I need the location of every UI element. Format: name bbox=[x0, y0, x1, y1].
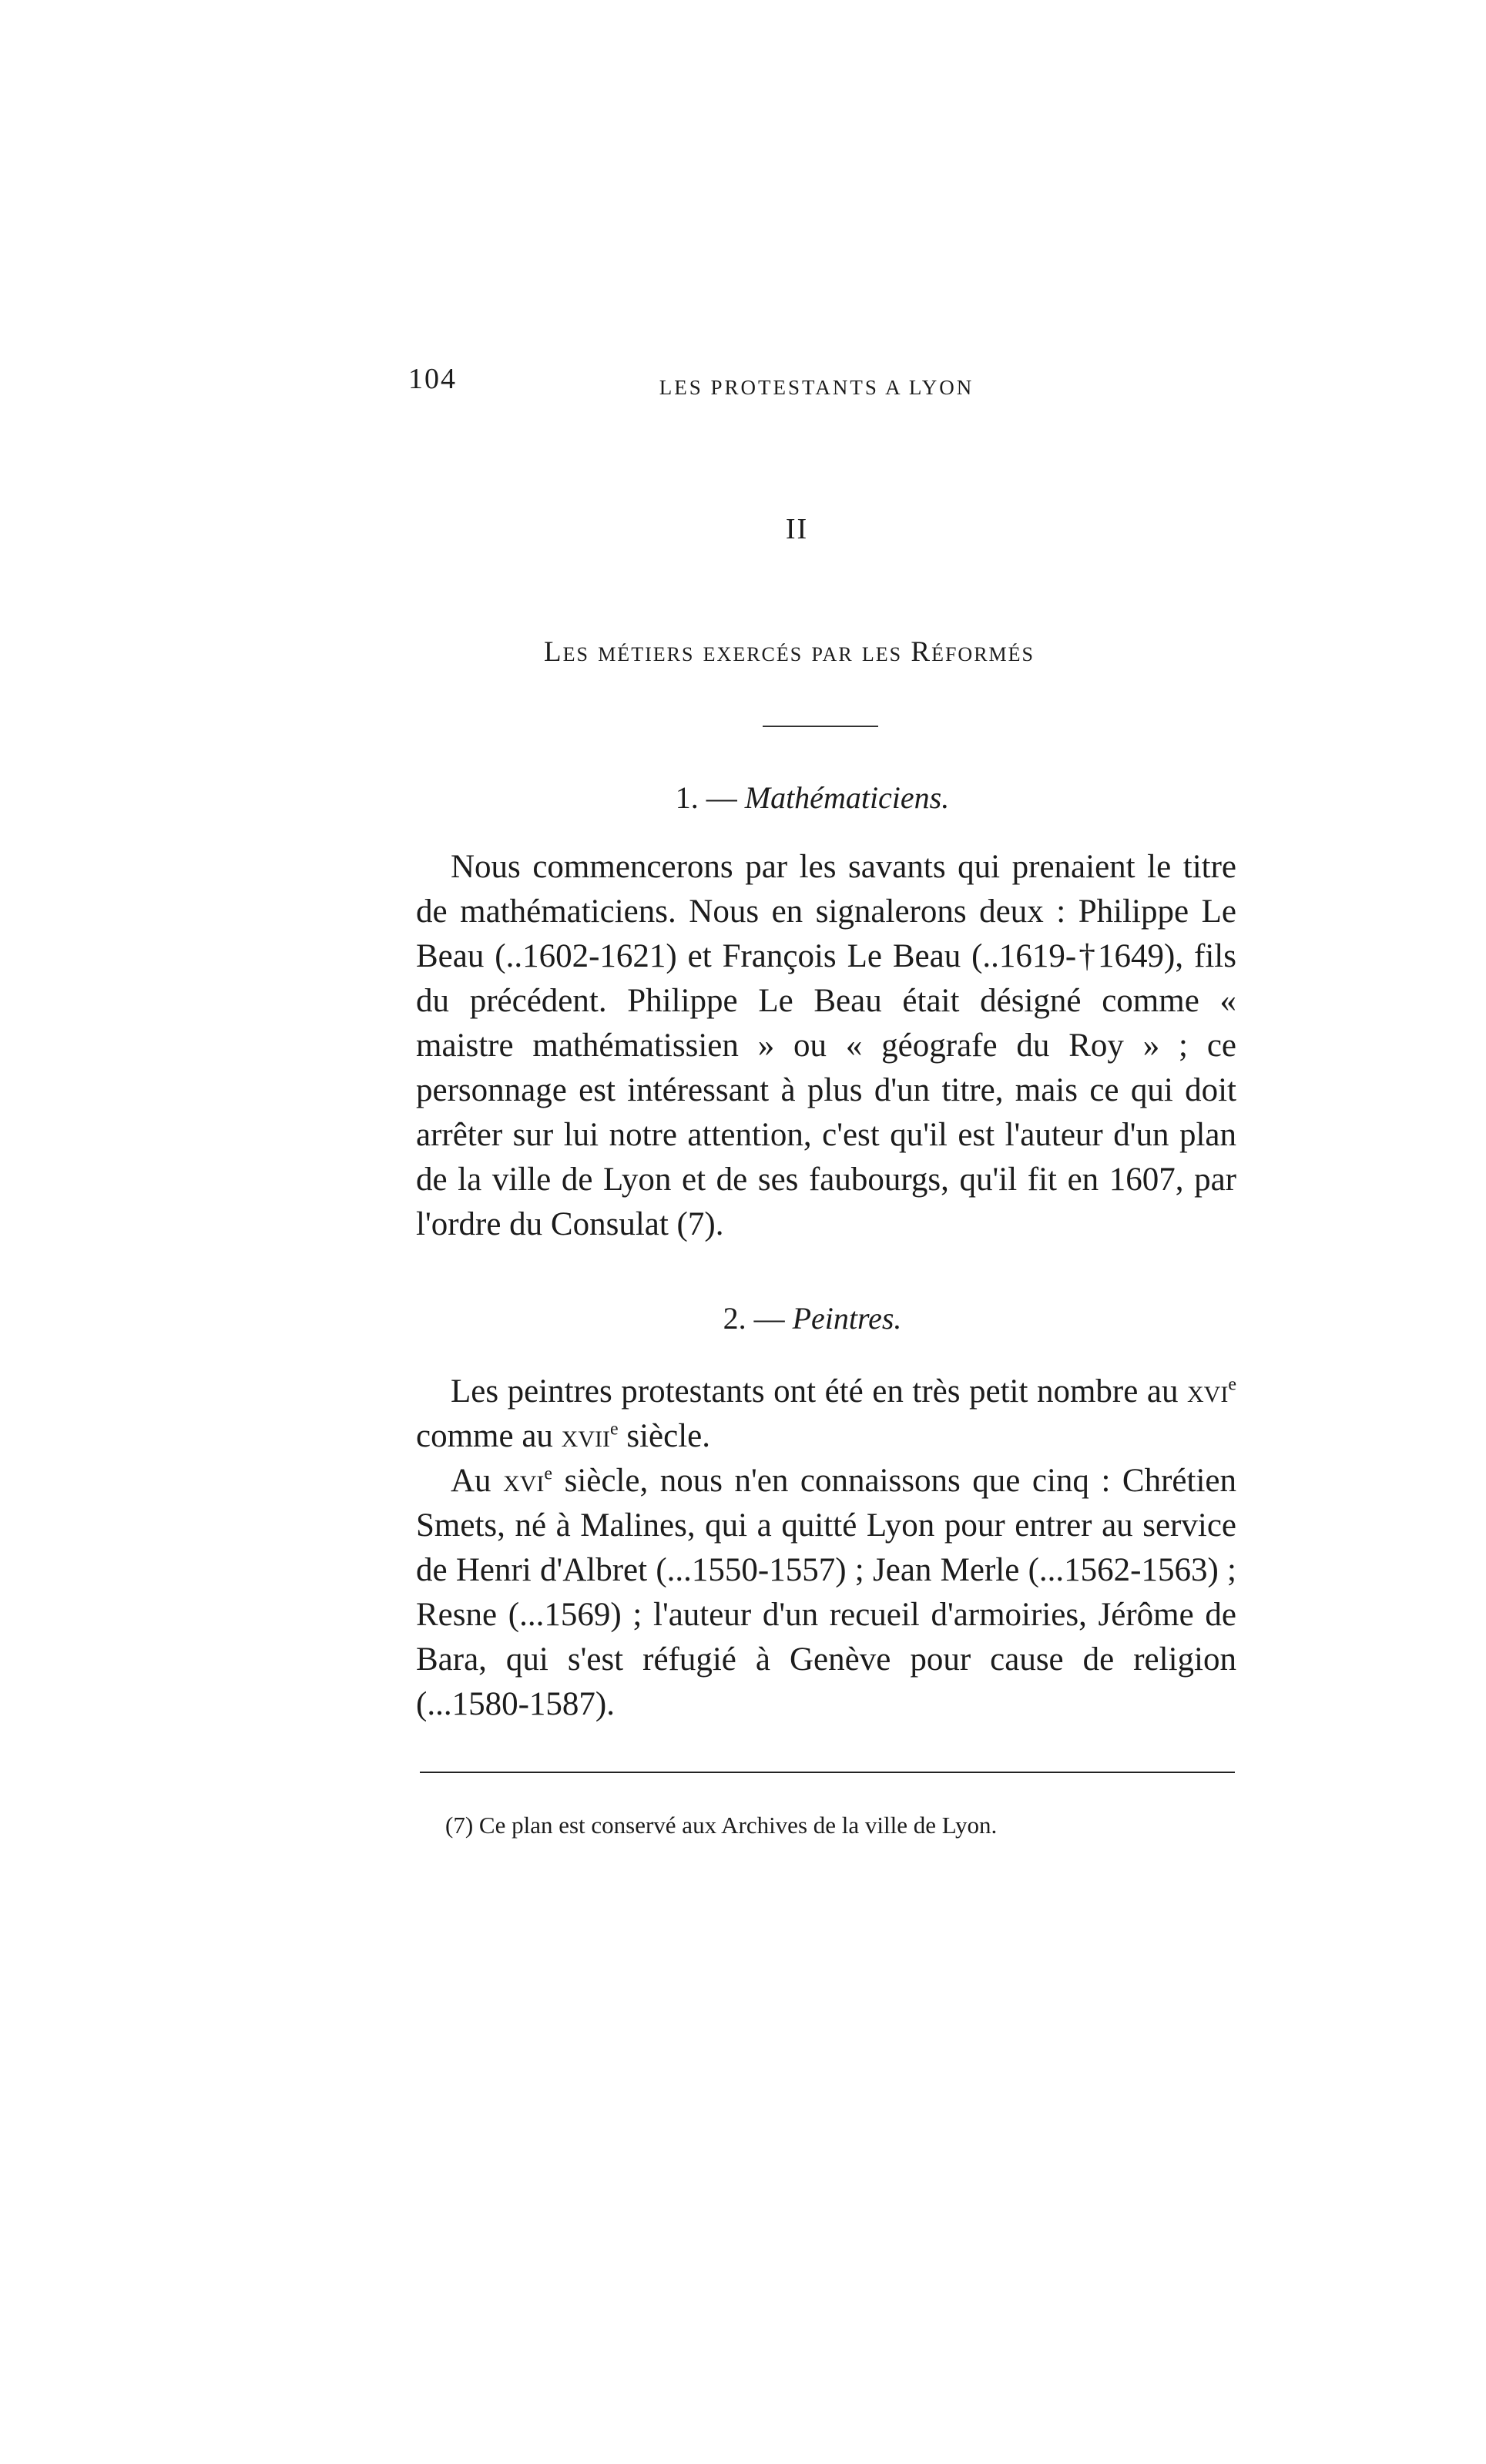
section-heading-mathematiciens bbox=[0, 779, 1486, 816]
text-run: Au bbox=[451, 1463, 504, 1499]
paragraph bbox=[416, 1459, 1236, 1727]
section-name: Peintres. bbox=[792, 1301, 902, 1336]
text-run: comme au bbox=[416, 1418, 562, 1454]
superscript: e bbox=[609, 1419, 619, 1440]
chapter-number: II bbox=[785, 513, 809, 545]
chapter-title: Les métiers exercés par les Réformés bbox=[544, 636, 1035, 668]
text-block-peintres bbox=[416, 1369, 1236, 1727]
superscript: e bbox=[1228, 1374, 1236, 1395]
text-run: siècle, nous n'en connaissons que cinq : Chrétien Smets, né à Malines, qui a quitté Lyon pour entrer au service de Henri d'Albret (...1550-1557) ; Jean Merle (...1562-1563) ; Resne (...1569) ; l'auteur d'un recueil d'armoiries, Jérôme de Bara, qui s'est réfugié à Genève pour cause de religion (...1580-1587). bbox=[416, 1463, 1236, 1722]
footnote-rule bbox=[420, 1772, 1235, 1773]
century-numeral: xvi bbox=[1187, 1373, 1229, 1410]
century-numeral: xvii bbox=[561, 1418, 610, 1454]
text-run: Les peintres protestants ont été en très petit nombre au bbox=[451, 1373, 1179, 1410]
title-rule bbox=[763, 726, 878, 727]
paragraph bbox=[416, 1369, 1236, 1459]
section-heading-peintres bbox=[0, 1300, 1486, 1336]
page-number: 104 bbox=[408, 363, 457, 395]
century-numeral: xvi bbox=[503, 1463, 545, 1499]
paragraph: Nous commencerons par les savants qui prenaient le titre de mathématiciens. Nous en signalerons deux : Philippe Le Beau (..1602-1621) et François Le Beau (..1619-†1649), fils du précédent. Philippe Le Beau était désigné comme « maistre mathématissien » ou « géografe du Roy » ; ce personnage est intéressant à plus d'un titre, mais ce qui doit arrêter sur lui notre attention, c'est qu'il est l'auteur d'un plan de la ville de Lyon et de ses faubourgs, qu'il fit en 1607, par l'ordre du Consulat (7). bbox=[416, 849, 1236, 1242]
text-run: siècle. bbox=[618, 1418, 711, 1454]
running-head: LES PROTESTANTS A LYON bbox=[659, 376, 974, 399]
footnote: (7) Ce plan est conservé aux Archives de la ville de Lyon. bbox=[445, 1812, 998, 1839]
section-number: 2. — bbox=[723, 1301, 793, 1336]
section-number: 1. — bbox=[675, 780, 745, 815]
text-block-mathematiciens bbox=[416, 845, 1236, 1247]
section-name: Mathématiciens. bbox=[744, 780, 950, 815]
superscript: e bbox=[544, 1463, 553, 1484]
